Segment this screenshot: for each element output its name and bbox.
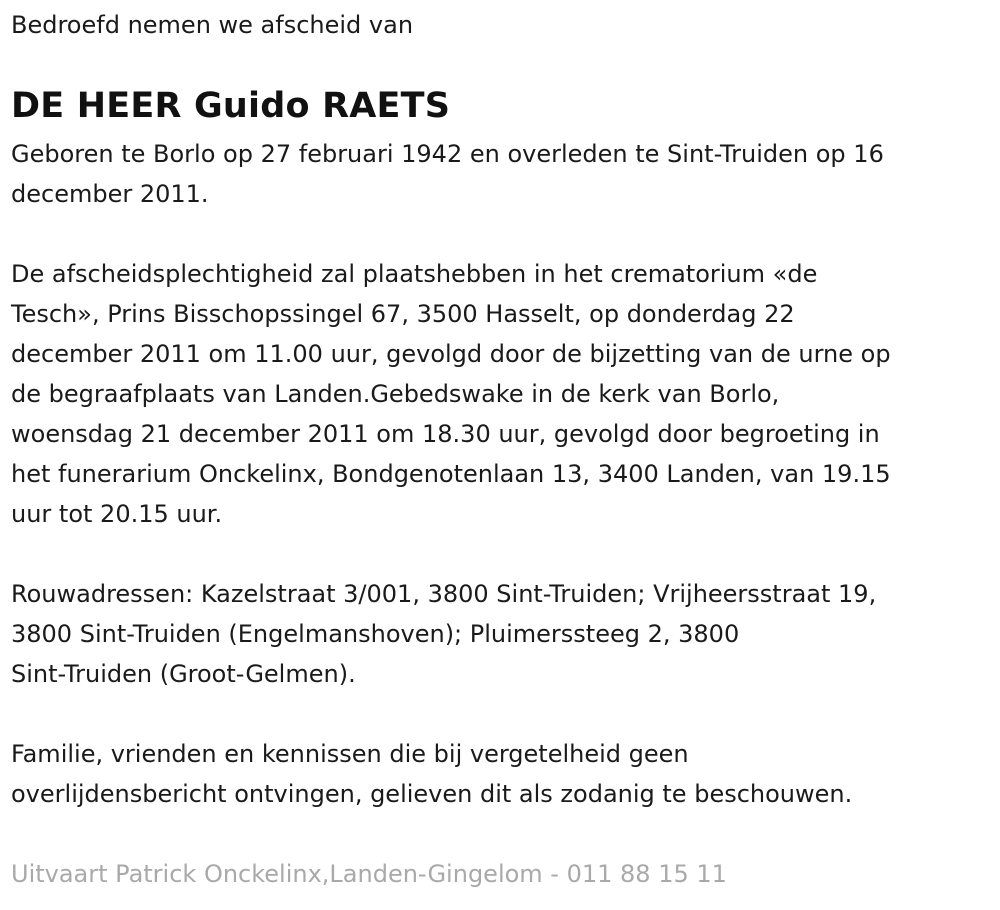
ceremony-line: woensdag 21 december 2011 om 18.30 uur, gevolgd door begroeting in bbox=[11, 420, 880, 448]
ceremony-line: de begraafplaats van Landen.Gebedswake in de kerk van Borlo, bbox=[11, 380, 780, 408]
family-note-paragraph bbox=[11, 734, 986, 814]
addresses-paragraph bbox=[11, 574, 986, 694]
ceremony-line: uur tot 20.15 uur. bbox=[11, 500, 223, 528]
ceremony-line: De afscheidsplechtigheid zal plaatshebben in het crematorium «de bbox=[11, 260, 818, 288]
addresses-line: 3800 Sint-Truiden (Engelmanshoven); Pluimerssteeg 2, 3800 bbox=[11, 620, 740, 648]
ceremony-line: Tesch», Prins Bisschopssingel 67, 3500 Hasselt, op donderdag 22 bbox=[11, 300, 795, 328]
ceremony-paragraph bbox=[11, 254, 986, 534]
birth-death-line: december 2011. bbox=[11, 180, 209, 208]
deceased-name: DE HEER Guido RAETS bbox=[11, 86, 451, 126]
birth-death-paragraph bbox=[11, 134, 986, 214]
intro-text: Bedroefd nemen we afscheid van bbox=[11, 11, 414, 39]
ceremony-line: het funerarium Onckelinx, Bondgenotenlaan 13, 3400 Landen, van 19.15 bbox=[11, 460, 891, 488]
addresses-line: Sint-Truiden (Groot-Gelmen). bbox=[11, 660, 356, 688]
ceremony-line: december 2011 om 11.00 uur, gevolgd door de bijzetting van de urne op bbox=[11, 340, 891, 368]
family-note-line: overlijdensbericht ontvingen, gelieven dit als zodanig te beschouwen. bbox=[11, 780, 853, 808]
funeral-home-footer: Uitvaart Patrick Onckelinx,Landen-Gingelom - 011 88 15 11 bbox=[11, 860, 727, 888]
family-note-line: Familie, vrienden en kennissen die bij vergetelheid geen bbox=[11, 740, 689, 768]
addresses-line: Rouwadressen: Kazelstraat 3/001, 3800 Sint-Truiden; Vrijheersstraat 19, bbox=[11, 580, 877, 608]
birth-death-line: Geboren te Borlo op 27 februari 1942 en overleden te Sint-Truiden op 16 bbox=[11, 140, 884, 168]
